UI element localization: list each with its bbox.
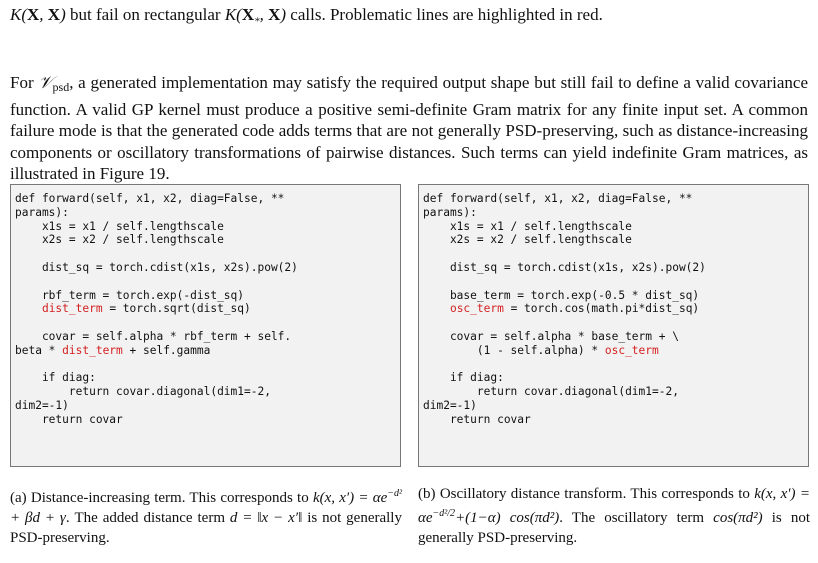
math-osc-term: cos(πd²): [713, 510, 763, 526]
code-line: [15, 358, 400, 372]
code-listing-b: [418, 184, 809, 467]
caption-a: [10, 484, 402, 548]
code-line: base_term = torch.exp(-0.5 * dist_sq): [423, 288, 700, 302]
code-line: covar = self.alpha * base_term + \: [423, 329, 679, 343]
top-text-a: but fail on rectangular: [69, 5, 221, 24]
code-line: covar = self.alpha * rbf_term + self.: [15, 329, 292, 343]
code-line: return covar.diagonal(dim1=-2,: [423, 385, 679, 399]
code-line: [423, 316, 808, 330]
top-text-b: calls. Problematic lines are highlighted in red.: [290, 5, 603, 24]
code-line: x2s = x2 / self.lengthscale: [15, 233, 224, 247]
highlighted-term: osc_term: [449, 302, 504, 316]
top-text-line: [10, 4, 810, 32]
code-line: x2s = x2 / self.lengthscale: [423, 233, 632, 247]
caption-b-t1: This corresponds to: [630, 486, 750, 502]
code-line: params):: [15, 205, 69, 219]
code-line: dim2=-1): [15, 398, 69, 412]
math-kernel-a: k(x, $x') = \alpha e^{-d^2} + \beta d + \gamma$: [10, 488, 403, 526]
code-line: def forward(self, x1, x2, diag=False, **: [423, 192, 693, 205]
code-line: if diag:: [423, 371, 504, 385]
caption-b-t3: is not generally PSD-preserving.: [418, 510, 810, 546]
code-line: params):: [423, 205, 477, 219]
caption-b-t2: . The oscillatory term: [559, 510, 705, 526]
code-line: return covar: [15, 412, 123, 426]
code-line: [15, 247, 400, 261]
code-line: [15, 275, 400, 289]
code-line: def forward(self, x1, x2, diag=False, **: [15, 192, 285, 205]
code-line: x1s = x1 / self.lengthscale: [15, 219, 224, 233]
caption-a-label: (a) Distance-increasing term.: [10, 490, 186, 506]
math-kxstar: $K(X_*$, X): [224, 5, 287, 28]
body-paragraph: [10, 72, 808, 185]
para-after: , a generated implementation may satisfy the required output shape but still fail to define a valid covariance function. A valid GP kernel must produce a positive semi-definite Gram matrix for any finite input set. A common failure mode is that the generated code adds terms that are not generally PSD-preserving, such as distance-increasing components or oscillatory transformations of pairwise distances. Such terms can yield indefinite Gram matrices, as illustrated in Figure 19.: [10, 73, 808, 184]
math-vpsd: 𝒱$_{psd}$: [38, 73, 70, 94]
caption-a-t2: . The added distance term: [65, 510, 225, 526]
highlighted-term: dist_term: [41, 302, 103, 316]
math-distance: d = ‖x − x′‖: [229, 510, 303, 526]
code-block-b: [419, 185, 808, 427]
code-line: [423, 275, 808, 289]
code-line: return covar: [423, 412, 531, 426]
code-line: [423, 358, 808, 372]
math-kxx: K(X, X): [10, 5, 66, 24]
code-line: dist_sq = torch.cdist(x1s, x2s).pow(2): [423, 260, 706, 274]
code-block-a: [11, 185, 400, 427]
caption-a-t1: This corresponds to: [189, 490, 309, 506]
code-listing-a: [10, 184, 401, 467]
code-line: osc_term = torch.cos(math.pi*dist_sq): [449, 302, 700, 316]
code-line: dim2=-1): [423, 398, 477, 412]
code-line: (1 - self.alpha) * osc_term: [423, 343, 659, 357]
code-line: [15, 316, 400, 330]
code-line: rbf_term = torch.exp(-dist_sq): [15, 288, 245, 302]
code-line: [423, 247, 808, 261]
code-line: return covar.diagonal(dim1=-2,: [15, 385, 271, 399]
caption-b-label: (b) Oscillatory distance transform.: [418, 486, 627, 502]
caption-b: [418, 484, 810, 548]
code-line: x1s = x1 / self.lengthscale: [423, 219, 632, 233]
code-line: dist_sq = torch.cdist(x1s, x2s).pow(2): [15, 260, 298, 274]
math-kernel-b: k(x, $x') = \alpha e^{-d^2/2}+(1-\alpha)$ cos(πd²): [418, 486, 810, 526]
caption-a-t3: is not generally PSD-preserving.: [10, 510, 402, 546]
code-line: dist_term = torch.sqrt(dist_sq): [41, 302, 251, 316]
highlighted-term: osc_term: [604, 343, 659, 357]
code-line: if diag:: [15, 371, 96, 385]
code-line: beta * dist_term + self.gamma: [15, 343, 211, 357]
para-before: For: [10, 73, 34, 92]
highlighted-term: dist_term: [62, 343, 123, 357]
